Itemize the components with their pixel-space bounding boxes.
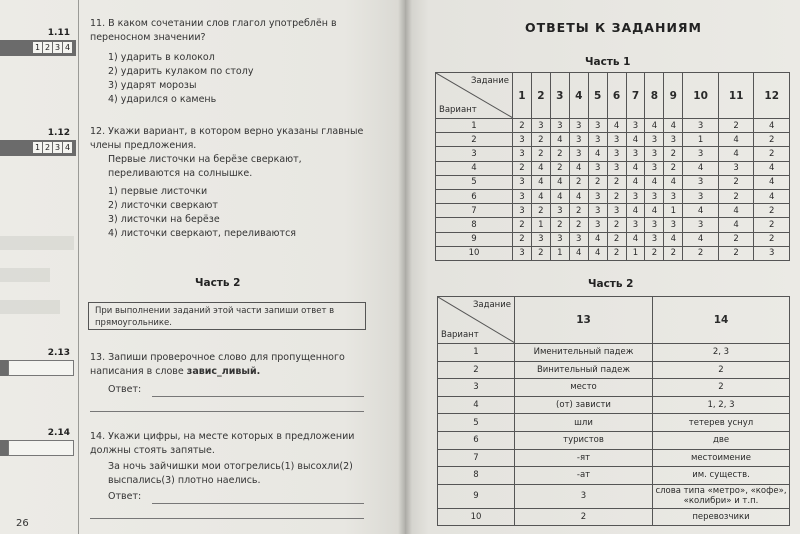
answer-cell: 2 [531,133,550,147]
answer-cell: 3 [607,133,626,147]
answer-cell: 2 [588,175,607,189]
answer-cell: 3 [569,232,588,246]
margin-code-label: 1.11 [47,28,70,38]
answer-label: Ответ: [108,491,142,502]
variant-cell: 3 [438,379,515,397]
part-2-table-body [438,344,790,526]
answer-cell: 3 [588,189,607,203]
answer-cell-14: местоимение [653,449,790,467]
corner-label-task: Задание [472,300,511,310]
question-12-option-2: 2) листочки сверкают [108,200,218,211]
part-2-answers-table [437,296,790,526]
answer-cell: 3 [645,147,664,161]
answer-cell: 4 [664,232,683,246]
answer-cell: 2 [607,232,626,246]
table-row [438,414,790,432]
answer-cell: 2 [569,204,588,218]
answer-cell: 4 [531,161,550,175]
answer-cell: 4 [626,232,645,246]
answer-cell: 2 [645,246,664,260]
margin-code-2-14 [0,428,80,470]
answer-cell: 2 [569,218,588,232]
answer-cell: 4 [754,119,790,133]
answer-cell: 2 [550,161,569,175]
variant-cell: 5 [436,175,513,189]
answer-cell: 2 [513,119,532,133]
answer-cell: 1 [626,246,645,260]
answer-cell: 3 [645,133,664,147]
variant-cell: 7 [438,449,515,467]
answer-cell: 2 [513,232,532,246]
answer-cell: 3 [513,133,532,147]
answer-cell: 3 [683,218,719,232]
answer-cell-13: шли [515,414,653,432]
answer-cell: 3 [607,147,626,161]
variant-cell: 10 [436,246,513,260]
answer-field[interactable] [8,360,74,376]
answer-cell-13: туристов [515,431,653,449]
part-1-answers-table [435,72,790,261]
answer-cell: 2 [607,175,626,189]
answer-cell: 3 [607,204,626,218]
answer-cell-13: (от) зависти [515,396,653,414]
answer-cell: 4 [588,246,607,260]
answer-cell: 3 [718,161,754,175]
question-12-option-4: 4) листочки сверкают, переливаются [108,228,297,239]
column-header: 4 [569,73,588,119]
variant-cell: 8 [436,218,513,232]
table-header-row [438,297,790,344]
corner-label-variant: Вариант [439,105,477,115]
question-11-text: 11. В каком сочетании слов глагол употреблён в переносном значении? [90,18,337,43]
answer-cell: 3 [513,204,532,218]
answer-cell: 3 [645,161,664,175]
answer-cell: 3 [588,119,607,133]
answer-cell: 4 [626,133,645,147]
margin-code-1-12 [0,128,80,170]
question-14-sentence: За ночь зайчишки мои отогрелись(1) высохли(2) выспались(3) плотно наелись. [108,461,353,486]
part-2-heading: Часть 2 [195,277,241,289]
answer-cell: 3 [588,133,607,147]
part-1-heading: Часть 1 [585,56,631,68]
answer-cell: 2 [718,189,754,203]
answer-cell: 2 [531,147,550,161]
answer-cell: 3 [645,218,664,232]
answer-cell: 4 [550,189,569,203]
answer-cell-14: 2, 3 [653,344,790,362]
question-11-option-3: 3) ударят морозы [108,80,197,91]
column-header: 5 [588,73,607,119]
answer-cell-14: слова типа «метро», «кофе», «колибри» и т.п. [653,484,790,508]
question-14-text: 14. Укажи цифры, на месте которых в предложении должны стоять запятые. [90,431,355,456]
answer-field[interactable] [8,440,74,456]
answer-cell-14: им. существ. [653,467,790,485]
answer-cell: 3 [626,147,645,161]
answer-cell: 2 [664,147,683,161]
answer-boxes [33,142,72,153]
variant-cell: 2 [438,361,515,379]
answer-cell: 4 [626,161,645,175]
show-through-mark [0,236,74,250]
table-row [436,246,790,260]
answer-cell: 2 [683,246,719,260]
answer-cell: 3 [569,119,588,133]
answer-cell: 2 [718,119,754,133]
answer-cell-13: -ат [515,467,653,485]
answer-cell: 4 [550,175,569,189]
answer-cell: 3 [683,189,719,203]
answer-cell: 3 [531,232,550,246]
answer-cell: 3 [513,175,532,189]
answer-cell: 3 [513,147,532,161]
answer-cell: 3 [664,189,683,203]
answer-boxes [33,42,72,53]
part-2-answers-heading: Часть 2 [588,278,634,290]
answer-box[interactable]: 3 [54,43,61,52]
page-number: 26 [16,518,29,529]
answer-cell: 2 [513,218,532,232]
answer-cell: 3 [550,232,569,246]
margin-code-bar [0,440,8,456]
answer-cell: 4 [626,204,645,218]
margin-code-label: 1.12 [47,128,70,138]
column-header: 11 [718,73,754,119]
answer-cell: 4 [683,232,719,246]
answer-cell: 4 [718,133,754,147]
answer-box[interactable]: 1 [34,43,41,52]
answer-line[interactable] [152,503,364,504]
variant-cell: 8 [438,467,515,485]
variant-cell: 2 [436,133,513,147]
answer-cell-13: место [515,379,653,397]
answer-cell: 2 [754,147,790,161]
table-row [438,396,790,414]
answer-line[interactable] [90,411,364,412]
answer-cell: 4 [754,175,790,189]
table-row [438,484,790,508]
show-through-mark [0,268,50,282]
column-header: 2 [531,73,550,119]
answer-cell: 3 [645,232,664,246]
answer-cell: 3 [683,119,719,133]
question-11-option-1: 1) ударить в колокол [108,52,215,63]
answer-cell: 4 [718,218,754,232]
table-row [436,161,790,175]
table-row [438,344,790,362]
answer-cell: 2 [531,246,550,260]
corner-label-variant: Вариант [441,330,479,340]
answer-cell: 4 [683,204,719,218]
answers-title: ОТВЕТЫ К ЗАДАНИЯМ [525,20,702,35]
answer-cell: 2 [754,133,790,147]
answer-label: Ответ: [108,384,142,395]
answer-cell: 2 [607,189,626,203]
table-row [436,175,790,189]
answer-cell: 2 [607,218,626,232]
column-header: 13 [515,297,653,344]
column-header: 7 [626,73,645,119]
answer-cell-14: две [653,431,790,449]
answer-cell: 4 [588,232,607,246]
part-1-table-body [436,119,790,261]
column-header: 1 [513,73,532,119]
answer-cell: 4 [645,204,664,218]
answer-cell: 4 [718,204,754,218]
answer-cell: 3 [569,147,588,161]
margin-code-bar [0,360,8,376]
column-header: 14 [653,297,790,344]
answer-cell: 2 [531,204,550,218]
answer-cell: 1 [664,204,683,218]
answer-cell: 3 [754,246,790,260]
column-header: 3 [550,73,569,119]
table-row [438,449,790,467]
table-row [436,189,790,203]
table-row [436,204,790,218]
answer-cell: 2 [664,246,683,260]
answer-cell: 3 [550,119,569,133]
column-header: 6 [607,73,626,119]
answer-cell: 4 [626,175,645,189]
variant-cell: 5 [438,414,515,432]
question-13-word: завис_ливый. [186,365,261,377]
variant-cell: 1 [438,344,515,362]
question-11-option-2: 2) ударить кулаком по столу [108,66,254,77]
answer-cell: 2 [718,232,754,246]
table-row [438,431,790,449]
answer-line[interactable] [90,518,364,519]
question-12-option-1: 1) первые листочки [108,186,208,197]
variant-cell: 6 [438,431,515,449]
answer-cell: 4 [664,119,683,133]
answer-cell: 2 [754,232,790,246]
answer-cell: 3 [607,161,626,175]
table-corner-cell [436,73,513,119]
answer-box[interactable]: 1 [34,143,41,152]
answer-cell: 2 [754,204,790,218]
answer-cell: 2 [550,147,569,161]
answer-cell: 3 [531,119,550,133]
variant-cell: 10 [438,508,515,526]
answer-line[interactable] [152,396,364,397]
variant-cell: 3 [436,147,513,161]
answer-cell: 2 [664,161,683,175]
answer-cell: 3 [550,204,569,218]
answer-cell-13: Именительный падеж [515,344,653,362]
corner-label-task: Задание [470,76,509,86]
table-header-row [436,73,790,119]
answer-cell: 2 [550,218,569,232]
answer-cell: 2 [718,175,754,189]
answer-cell: 3 [645,189,664,203]
answer-cell: 4 [718,147,754,161]
variant-cell: 4 [436,161,513,175]
column-header: 10 [683,73,719,119]
answer-cell: 4 [645,119,664,133]
variant-cell: 6 [436,189,513,203]
margin-code-label: 2.13 [47,348,70,358]
question-12-sentence: Первые листочки на берёзе сверкают, переливаются на солнышке. [108,154,302,179]
answer-cell-14: 2 [653,379,790,397]
column-header: 9 [664,73,683,119]
answer-cell-14: тетерев уснул [653,414,790,432]
table-row [436,119,790,133]
answer-cell-14: 1, 2, 3 [653,396,790,414]
answer-cell: 1 [683,133,719,147]
table-row [438,361,790,379]
answer-cell: 2 [607,246,626,260]
question-11-option-4: 4) ударился о камень [108,94,217,105]
table-row [438,379,790,397]
question-13-text [90,351,370,378]
answer-cell: 3 [683,175,719,189]
answer-cell: 3 [588,204,607,218]
answer-cell: 3 [664,133,683,147]
show-through-mark [0,300,60,314]
answer-cell: 1 [550,246,569,260]
answer-cell: 4 [588,147,607,161]
answer-cell: 3 [626,218,645,232]
answer-cell: 1 [531,218,550,232]
answer-cell: 4 [569,189,588,203]
answer-cell: 2 [513,161,532,175]
part-2-instruction: При выполнении заданий этой части запиши ответ в прямоугольнике. [88,302,366,330]
variant-cell: 7 [436,204,513,218]
variant-cell: 9 [436,232,513,246]
answer-cell: 3 [626,189,645,203]
answer-cell: 3 [626,119,645,133]
question-13-title: 13. Запиши проверочное слово для пропущенного написания в слове [90,352,345,377]
margin-code-1-11 [0,28,80,70]
answer-cell: 3 [683,147,719,161]
answer-cell-13: Винительный падеж [515,361,653,379]
book-spine [398,0,412,534]
answer-cell: 4 [683,161,719,175]
table-row [436,147,790,161]
variant-cell: 1 [436,119,513,133]
table-row [436,232,790,246]
answer-cell-14: перевозчики [653,508,790,526]
answer-cell-14: 2 [653,361,790,379]
answer-cell: 2 [569,175,588,189]
answer-cell: 4 [607,119,626,133]
variant-cell: 9 [438,484,515,508]
answer-cell-13: -ят [515,449,653,467]
variant-cell: 4 [438,396,515,414]
answer-cell: 3 [664,218,683,232]
table-row [436,218,790,232]
table-row [436,133,790,147]
answer-cell: 4 [664,175,683,189]
answer-cell: 4 [754,161,790,175]
answer-cell: 4 [531,189,550,203]
answer-cell: 4 [645,175,664,189]
answer-cell: 3 [569,133,588,147]
answer-cell: 3 [588,218,607,232]
answer-cell: 3 [588,161,607,175]
table-row [438,467,790,485]
answer-cell: 4 [569,161,588,175]
answer-cell: 2 [754,218,790,232]
margin-code-2-13 [0,348,80,390]
question-12-text: 12. Укажи вариант, в котором верно указаны главные члены предложения. [90,126,364,151]
margin-code-label: 2.14 [47,428,70,438]
question-12-option-3: 3) листочки на берёзе [108,214,220,225]
table-corner-cell [438,297,515,344]
column-header: 12 [754,73,790,119]
answer-cell-13: 2 [515,508,653,526]
answer-box[interactable]: 2 [44,43,51,52]
answer-cell: 4 [754,189,790,203]
answer-cell: 4 [531,175,550,189]
answer-box[interactable]: 3 [54,143,61,152]
column-header: 8 [645,73,664,119]
answer-box[interactable]: 4 [64,43,71,52]
answer-cell: 3 [513,246,532,260]
answer-cell: 4 [550,133,569,147]
answer-cell-13: 3 [515,484,653,508]
answer-cell: 3 [513,189,532,203]
answer-cell: 2 [718,246,754,260]
answer-box[interactable]: 4 [64,143,71,152]
answer-cell: 4 [569,246,588,260]
table-row [438,508,790,526]
answer-box[interactable]: 2 [44,143,51,152]
